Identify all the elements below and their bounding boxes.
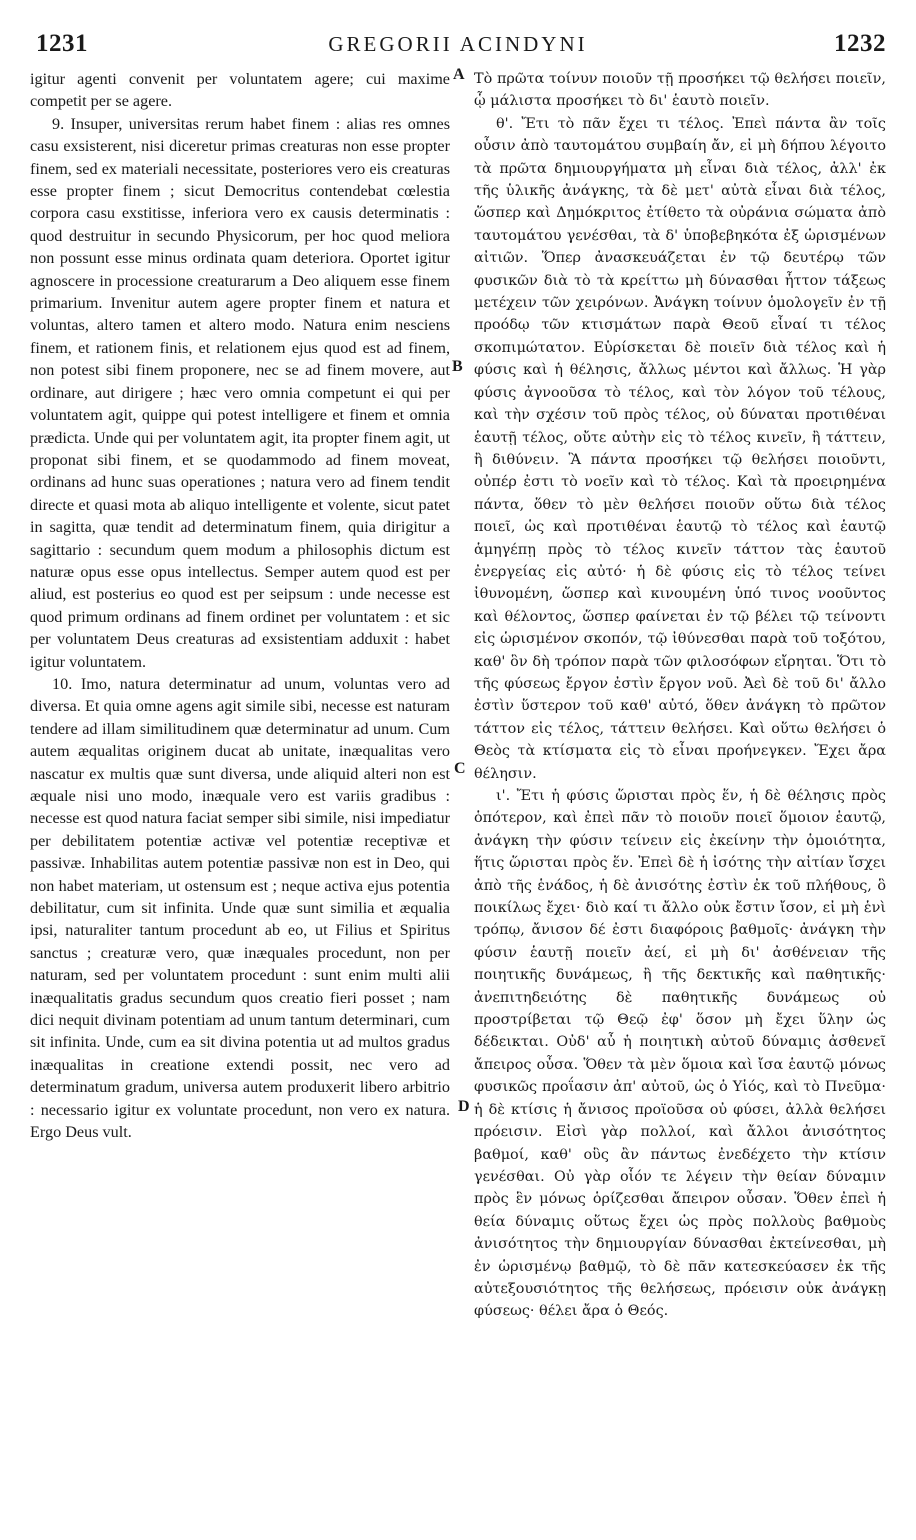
greek-paragraph-continued: Τὸ πρῶτα τοίνυν ποιοῦν τῇ προσήκει τῷ θελήσει ποιεῖν, ᾧ μάλιστα προσήκει τὸ δι' ἑαυτὸ ποιεῖν. bbox=[474, 71, 886, 110]
latin-paragraph-continued: igitur agenti convenit per voluntatem agere; cui maxime competit per se agere. bbox=[30, 70, 450, 111]
greek-paragraph-9: θ'. Ἔτι τὸ πᾶν ἔχει τι τέλος. Ἐπεὶ πάντα ἂν τοῖς οὖσιν ἀπὸ ταυτομάτου συμβαίη ἄν, εἰ μὴ δήπου λέγοιτο τὰ πρῶτα δημιουργήματα μὴ εἶναι διὰ τέλος, ἀλλ' ἐκ τῆς ὑλικῆς ἀνάγκης, τὰ δὲ μετ' αὐτὰ εἶναι διὰ τέλος, ὥσπερ καὶ Δημόκριτος ἐτίθετο τὰ οὐράνια σώματα ἀπὸ ταυτομάτου γενέσθαι, τὰ δ' ὑποβεβηκότα ἐξ ὡρισμένων αἰτιῶν. Ὅπερ ἀνασκευάζεται ἐν τῷ δευτέρῳ τῶν φυσικῶν διὰ τὸ τὰ κρείττω μὴ δύνασθαι ἧττον τάξεως μετέχειν τῶν χειρόνων. Ἀνάγκη τοίνυν ὁμολογεῖν ἐν τῇ προόδῳ τῶν κτισμάτων παρὰ Θεοῦ εἶναί τι τέλος σκοπιμώτατον. Εὑρίσκεται δὲ ποιεῖν διὰ τέλος καὶ ἡ φύσις καὶ ἡ θέλησις, ἄλλως μέντοι καὶ ἄλλως. Ἡ γὰρ φύσις ἀγνοοῦσα τὸ τέλος, καὶ τὸν λόγον τοῦ τέλους, καὶ τὴν σχέσιν τοῦ πρὸς τέλος, οὐ δύναται προτιθέναι ἑαυτῇ τέλος, οὔτε αὐτὴν εἰς τὸ τέλος κινεῖν, ἢ τάττειν, ἢ διθύνειν. Ἃ πάντα προσήκει τῷ θελήσει ποιοῦντι, οὐπέρ ἐστι τὸ νοεῖν καὶ τὸ τέλος. Καὶ τὰ προειρημένα πάντα, ὅθεν τὸ μὲν θελήσει ποιοῦν οὕτω διὰ τέλος ποιεῖ, ὡς καὶ προτιθέναι ἑαυτῷ τὸ τέλος καὶ ἑαυτῷ ἁμηγέπῃ πρὸς τὸ τέλος κινεῖν τάττον τὰς ἑαυτοῦ ἐνεργείας εἰς αὐτό· ἡ δὲ φύσις εἰς τὸ τέλος τείνει ἰθυνομένη, ὥσπερ καὶ κινουμένη ὑπό τινος νοοῦντος καὶ θέλοντος, ὥσπερ φαίνεται ἐν τῷ βέλει τῷ τείνοντι εἰς ὡρισμένον σκοπόν, τῷ ἰθύνεσθαι παρὰ τοῦ τοξότου, καθ' ὃν δὴ τρόπον παρὰ τῶν φιλοσόφων εἴρηται. Ὅτι τὸ τῆς φύσεως ἔργον ἐστὶν ἔργον νοῦ. Ἀεὶ δὲ τοῦ δι' ἄλλο ἐστὶν ὕστερον τοῦ καθ' αὐτό, ὅθεν ἀνάγκη τὸ πρῶτον τάττον εἰς τέλος, τάττειν θελήσει. Καὶ οὕτω θελήσει ὁ Θεὸς τὰ κτίσματα εἰς τὸ εἶναι προήνεγκεν. Ἔχει ἄρα θέλησιν. bbox=[474, 115, 886, 782]
margin-marker-d: D bbox=[458, 1098, 470, 1115]
greek-paragraph-10: ι'. Ἔτι ἡ φύσις ὥρισται πρὸς ἕν, ἡ δὲ θέλησις πρὸς ὁπότερον, καὶ ἐπεὶ πᾶν τὸ ποιοῦν ποιεῖ ὅμοιον ἑαυτῷ, ἀνάγκη τὴν φύσιν τείνειν εἰς ἐκείνην τὴν ὁμοιότητα, ἥτις ὥρισται πρὸς ἕν. Ἐπεὶ δὲ ἡ ἰσότης τὴν αἰτίαν ἴσχει ἀπὸ τῆς ἑνάδος, ἡ δὲ ἀνισότης ἐστὶν ἐκ τοῦ πλήθους, ὃ ποικίλως ἔχει· διὸ καί τι ἄλλο οὐκ ἔστιν ἴσον, εἰ μὴ ἑνὶ τρόπῳ, ἄνισον δέ ἐστι διαφόροις βαθμοῖς· ἀνάγκη τὴν φύσιν ἑαυτῇ ποιεῖν ἀεί, εἰ μὴ δι' ἀσθένειαν τῆς ποιητικῆς δυνάμεως, ἢ τῆς δεκτικῆς καὶ παθητικῆς· ἀνεπιτηδειότης δὲ παθητικῆς δυνάμεως οὐ προστρίβεται τῷ Θεῷ ἐφ' ὅσον μὴ ἔχει ὕλην ὡς δέδεικται. Οὐδ' αὖ ἡ ποιητικὴ αὐτοῦ δύναμις ἀσθενεῖ ἄπειρος οὖσα. Ὅθεν τὰ μὲν ὅμοια καὶ ἴσα ἑαυτῷ μόνως φυσικῶς προΐασιν ἀπ' αὐτοῦ, ὡς ὁ Υἱός, καὶ τὸ Πνεῦμα· ἡ δὲ κτίσις ἡ ἄνισος προϊοῦσα οὐ φύσει, ἀλλὰ θελήσει πρόεισιν. Εἰσὶ γὰρ πολλοί, καὶ ἄλλοι ἀνισότητος βαθμοί, καθ' οὓς ἂν πάντως ἐνεδέχετο τὴν κτίσιν γενέσθαι. Οὐ γὰρ οἷόν τε λέγειν τὴν θείαν δύναμιν πρὸς ἓν μόνως ὁρίζεσθαι ἄπειρον οὖσαν. Ὅθεν ἐπεὶ ἡ θεία δύναμις οὕτως ἔχει ὡς πρὸς πολλοὺς βαθμοὺς ἀνισότητος τὴν δημιουργίαν δύνασθαι ἐκτείνεσθαι, μὴ ἐν ὡρισμένῳ βαθμῷ, τὸ δὲ πᾶν κατεσκεύασεν ἐκ τῆς αὐτεξουσιότητος τῆς θελήσεως, πρόεισιν οὐκ ἀνάγκῃ φύσεως· θέλει ἄρα ὁ Θεός. bbox=[474, 788, 886, 1320]
running-title: GREGORII ACINDYNI bbox=[328, 32, 588, 56]
running-header bbox=[30, 30, 886, 64]
latin-paragraph-10: 10. Imo, natura determinatur ad unum, voluntas vero ad diversa. Et quia omne agens agit simile sibi, necesse est naturam tendere ad illam similitudinem quæ determinatur ad unum. Cum autem æqualitas originem ducat ab unitate, inæqualitas vero nascatur ex multis quæ sunt diversa, unde aliquid alteri non est æquale nisi uno modo, inæquale vero est variis gradibus : necesse est quod natura faciat semper sibi simile, nisi impediatur per debilitatem potentiæ activæ vel potentiæ receptivæ et passivæ. Inhabilitas autem potentiæ passivæ non est in Deo, qui non habet materiam, ut ostensum est ; neque activa ejus potentia debilitatur, cum sit infinita. Unde quæ sunt similia et æqualia ipsi, naturaliter tantum procedunt ab eo, ut Filius et Spiritus sanctus ; creaturæ vero, quæ inæquales procedunt, non per naturam, sed per voluntatem procedunt : sunt enim multi alii inæqualitatis gradus secundum quos creatio fieri posset ; nam dici nequit divinam potentiam ad unum tantum determinari, cum sit infinita. Unde, cum ea sit divina potentia ut ad multos gradus inæqualitas in creatione extendi possit, nec vero ad determinatum gradum, universa autem produxerit libero arbitrio : necessario igitur ex voluntate procedunt, non vero ex natura. Ergo Deus vult. bbox=[30, 674, 450, 1142]
latin-paragraph-9: 9. Insuper, universitas rerum habet finem : alias res omnes casu exsisterent, nisi diceretur primas creaturas non esse propter finem, sed ex materiali necessitate, posteriores vero eis creaturas esse propter finem ; sicut Democritus contendebat cœlestia corpora casu exstitisse, inferiora vero ex causis determinatis : quod destruitur in secundo Physicorum, per hoc quod meliora non possunt esse minus ordinata quam deteriora. Oportet igitur agnoscere in processione creaturarum a Deo aliquem esse finem primarium. Invenitur autem agere propter finem et natura et voluntas, altero tamen et altero modo. Natura enim nesciens finem, et rationem finis, et relationem ejus quod est ad finem, non potest sibi finem proponere, nec se ad finem movere, aut ordinare, aut dirigere ; hæc vero omnia competunt ei qui per voluntatem agit, quippe qui potest intelligere et finem et omnia prædicta. Unde qui per voluntatem agit, ita propter finem agit, ut proponat sibi finem, et se quodammodo ad finem moveat, ordinans ad hunc suas operationes ; natura vero ad finem tendit directe et quasi mota ab aliquo intelligente et volente, sicut patet in sagitta, quæ tendit ad determinatum finem, quia dirigitur a sagittario : secundum quem modum a philosophis dictum est naturæ opus esse opus intellectus. Semper autem quod est per aliud, est posterius eo quod est per seipsum : unde necesse est quod primum ordinans ad finem ordinet per voluntatem : et sic per voluntatem Deus creaturas ad exsistentiam adduxit : habet igitur voluntatem. bbox=[30, 114, 450, 671]
page-number-left: 1231 bbox=[36, 30, 88, 57]
greek-column bbox=[474, 68, 886, 1323]
latin-column bbox=[30, 68, 450, 1144]
margin-marker-c: C bbox=[454, 760, 466, 777]
margin-marker-a: A bbox=[453, 66, 465, 83]
margin-marker-b: B bbox=[452, 358, 463, 375]
page-number-right: 1232 bbox=[834, 30, 886, 57]
